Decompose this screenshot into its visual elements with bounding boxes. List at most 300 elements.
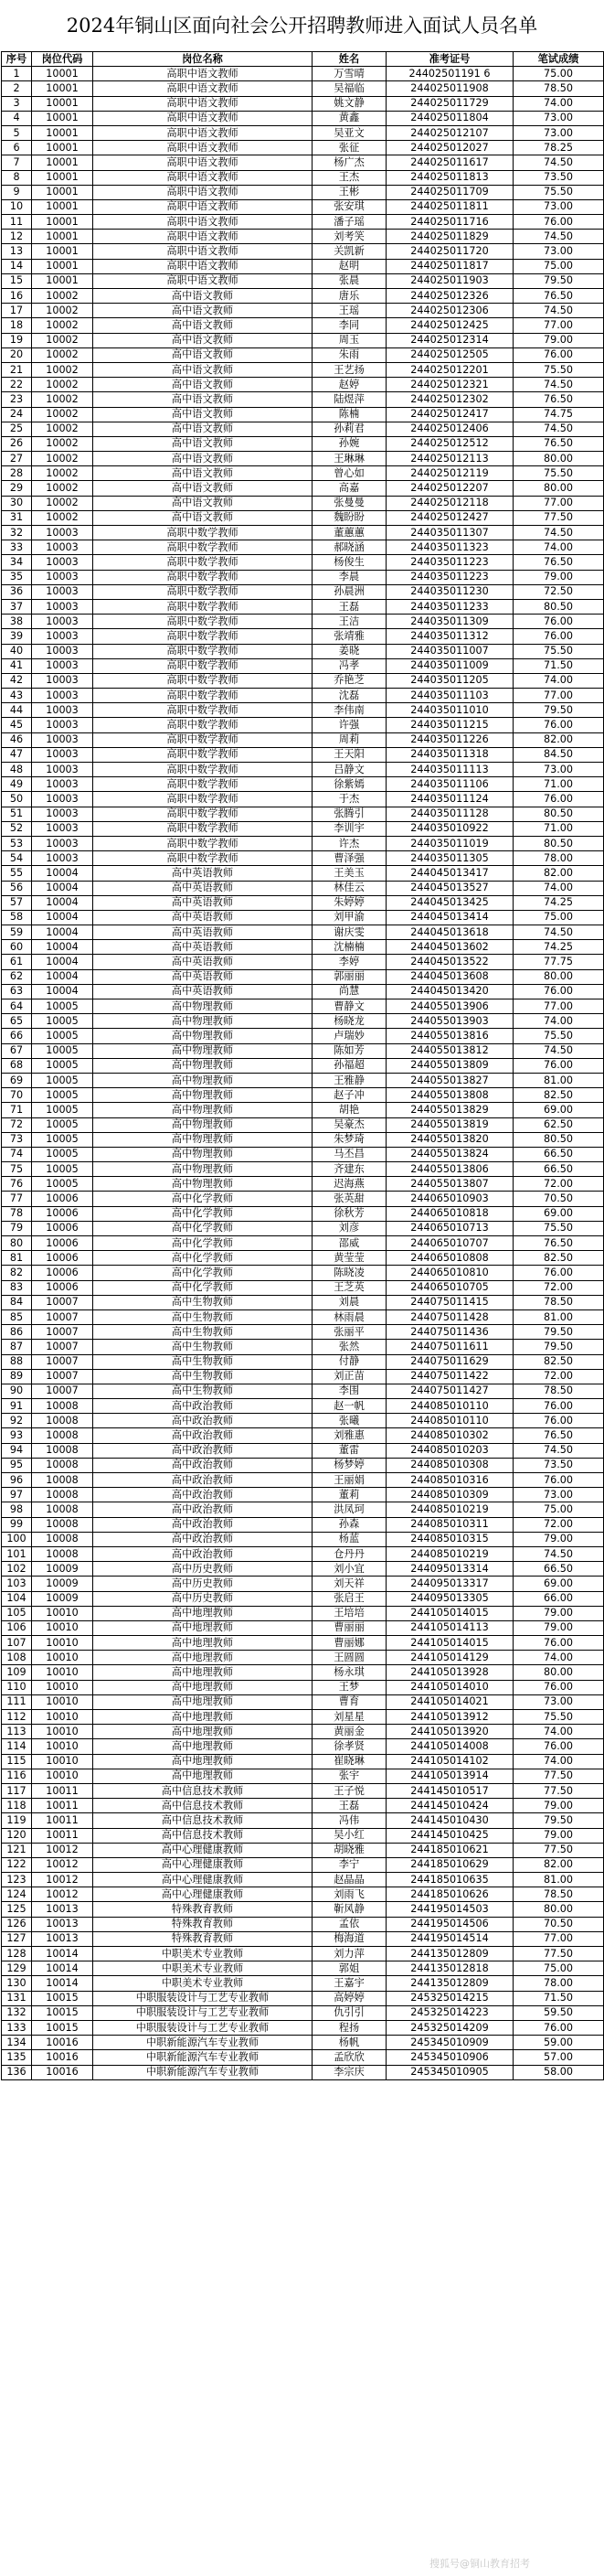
- table-row: [2, 2036, 604, 2050]
- header-cell-ticket-number: 准考证号: [387, 52, 514, 67]
- cell-ticket-number: 244065010713: [387, 1221, 514, 1235]
- cell-ticket-number: 244055013806: [387, 1162, 514, 1177]
- cell-ticket-number: 244055013903: [387, 1014, 514, 1029]
- cell-name: 王艺扬: [313, 362, 387, 377]
- table-row: [2, 777, 604, 792]
- table-row: [2, 1014, 604, 1029]
- cell-index: 6: [2, 141, 32, 155]
- cell-name: 曹丽娜: [313, 1636, 387, 1651]
- cell-name: 张腾引: [313, 807, 387, 821]
- cell-ticket-number: 244075011428: [387, 1309, 514, 1324]
- cell-written-score: 74.00: [514, 673, 604, 688]
- cell-name: 王琳琳: [313, 452, 387, 466]
- table-row: [2, 1887, 604, 1902]
- cell-name: 杨永琪: [313, 1665, 387, 1680]
- cell-written-score: 82.50: [514, 1088, 604, 1103]
- table-row: [2, 1976, 604, 1991]
- cell-written-score: 74.00: [514, 1014, 604, 1029]
- cell-position-code: 10007: [32, 1309, 93, 1324]
- cell-ticket-number: 244085010110: [387, 1399, 514, 1414]
- cell-written-score: 74.00: [514, 96, 604, 111]
- cell-name: 王磊: [313, 599, 387, 614]
- cell-written-score: 77.50: [514, 1947, 604, 1961]
- cell-index: 108: [2, 1651, 32, 1665]
- cell-position-code: 10003: [32, 599, 93, 614]
- cell-position-name: 高职中语文教师: [93, 185, 313, 199]
- cell-written-score: 76.00: [514, 1739, 604, 1754]
- cell-position-code: 10004: [32, 866, 93, 881]
- cell-name: 黄鑫: [313, 111, 387, 125]
- cell-index: 21: [2, 362, 32, 377]
- cell-position-name: 高中英语教师: [93, 895, 313, 910]
- cell-ticket-number: 245345010906: [387, 2050, 514, 2065]
- cell-written-score: 73.00: [514, 763, 604, 777]
- cell-ticket-number: 244145010424: [387, 1799, 514, 1813]
- cell-written-score: 75.00: [514, 1502, 604, 1517]
- cell-index: 113: [2, 1725, 32, 1739]
- cell-position-code: 10003: [32, 673, 93, 688]
- cell-ticket-number: 244085010219: [387, 1546, 514, 1561]
- cell-position-name: 高职中数学教师: [93, 629, 313, 644]
- cell-position-name: 高中化学教师: [93, 1236, 313, 1251]
- cell-position-name: 高中心理健康教师: [93, 1843, 313, 1857]
- cell-name: 王嘉宇: [313, 1976, 387, 1991]
- cell-position-code: 10006: [32, 1236, 93, 1251]
- cell-name: 仓丹丹: [313, 1546, 387, 1561]
- table-row: [2, 792, 604, 807]
- table-row: [2, 1739, 604, 1754]
- cell-ticket-number: 244105013928: [387, 1665, 514, 1680]
- cell-name: 李训宇: [313, 821, 387, 836]
- cell-index: 2: [2, 81, 32, 96]
- cell-ticket-number: 244045013414: [387, 910, 514, 925]
- cell-position-code: 10010: [32, 1725, 93, 1739]
- table-row: [2, 1206, 604, 1221]
- cell-written-score: 66.00: [514, 1591, 604, 1606]
- cell-position-name: 高中地理教师: [93, 1710, 313, 1725]
- table-row: [2, 1857, 604, 1872]
- cell-written-score: 78.50: [514, 1887, 604, 1902]
- cell-ticket-number: 244085010315: [387, 1532, 514, 1546]
- cell-name: 沈磊: [313, 689, 387, 703]
- cell-name: 杨蓝: [313, 1532, 387, 1546]
- cell-name: 董莉: [313, 1488, 387, 1502]
- cell-index: 75: [2, 1162, 32, 1177]
- cell-ticket-number: 244025011817: [387, 259, 514, 273]
- cell-written-score: 75.50: [514, 1710, 604, 1725]
- cell-index: 50: [2, 792, 32, 807]
- cell-position-code: 10009: [32, 1591, 93, 1606]
- table-row: [2, 910, 604, 925]
- cell-ticket-number: 244055013812: [387, 1043, 514, 1058]
- cell-position-code: 10006: [32, 1192, 93, 1206]
- cell-position-name: 高中英语教师: [93, 910, 313, 925]
- document-title: 2024年铜山区面向社会公开招聘教师进入面试人员名单: [66, 15, 538, 37]
- cell-position-code: 10003: [32, 718, 93, 732]
- cell-name: 徐紫嫣: [313, 777, 387, 792]
- cell-position-name: 高中信息技术教师: [93, 1813, 313, 1828]
- cell-position-code: 10003: [32, 570, 93, 584]
- cell-written-score: 82.00: [514, 1857, 604, 1872]
- cell-written-score: 84.50: [514, 747, 604, 762]
- cell-written-score: 80.50: [514, 836, 604, 850]
- table-row: [2, 866, 604, 881]
- cell-index: 121: [2, 1843, 32, 1857]
- cell-ticket-number: 244055013819: [387, 1117, 514, 1132]
- cell-ticket-number: 244105014102: [387, 1754, 514, 1769]
- cell-name: 孟欣欣: [313, 2050, 387, 2065]
- cell-position-code: 10013: [32, 1917, 93, 1931]
- cell-position-code: 10005: [32, 999, 93, 1014]
- cell-position-name: 中职美术专业教师: [93, 1947, 313, 1961]
- cell-index: 8: [2, 170, 32, 185]
- cell-index: 98: [2, 1502, 32, 1517]
- cell-position-code: 10004: [32, 955, 93, 969]
- cell-position-code: 10007: [32, 1384, 93, 1398]
- cell-position-name: 高中信息技术教师: [93, 1799, 313, 1813]
- cell-index: 68: [2, 1058, 32, 1073]
- cell-index: 119: [2, 1813, 32, 1828]
- cell-position-code: 10011: [32, 1783, 93, 1798]
- cell-name: 刘星星: [313, 1710, 387, 1725]
- table-row: [2, 422, 604, 436]
- cell-ticket-number: 245325014209: [387, 2020, 514, 2035]
- cell-position-name: 高中生物教师: [93, 1354, 313, 1369]
- cell-position-code: 10003: [32, 644, 93, 658]
- cell-index: 97: [2, 1488, 32, 1502]
- cell-ticket-number: 244025011813: [387, 170, 514, 185]
- cell-position-name: 高中英语教师: [93, 925, 313, 940]
- cell-position-name: 高中地理教师: [93, 1606, 313, 1620]
- cell-name: 崔晓琳: [313, 1754, 387, 1769]
- cell-ticket-number: 244195014514: [387, 1931, 514, 1946]
- cell-position-code: 10008: [32, 1546, 93, 1561]
- cell-ticket-number: 244105014129: [387, 1651, 514, 1665]
- cell-position-code: 10002: [32, 452, 93, 466]
- cell-index: 88: [2, 1354, 32, 1369]
- cell-written-score: 79.00: [514, 1799, 604, 1813]
- cell-ticket-number: 244075011611: [387, 1340, 514, 1354]
- cell-index: 7: [2, 155, 32, 170]
- cell-written-score: 73.00: [514, 1694, 604, 1709]
- cell-index: 4: [2, 111, 32, 125]
- cell-ticket-number: 244035011103: [387, 689, 514, 703]
- cell-position-name: 高职中数学教师: [93, 658, 313, 673]
- cell-ticket-number: 244105013920: [387, 1725, 514, 1739]
- cell-position-name: 高职中数学教师: [93, 570, 313, 584]
- cell-position-name: 高中英语教师: [93, 881, 313, 895]
- cell-index: 134: [2, 2036, 32, 2050]
- cell-index: 19: [2, 333, 32, 347]
- cell-position-name: 高中地理教师: [93, 1694, 313, 1709]
- table-row: [2, 1354, 604, 1369]
- table-row: [2, 689, 604, 703]
- cell-written-score: 77.50: [514, 1783, 604, 1798]
- header-cell-position-code: 岗位代码: [32, 52, 93, 67]
- cell-name: 王芝英: [313, 1280, 387, 1295]
- cell-written-score: 75.00: [514, 1961, 604, 1976]
- cell-position-code: 10016: [32, 2065, 93, 2079]
- cell-position-code: 10002: [32, 304, 93, 318]
- table-row: [2, 1783, 604, 1798]
- cell-position-name: 中职服装设计与工艺专业教师: [93, 2020, 313, 2035]
- table-row: [2, 1043, 604, 1058]
- cell-written-score: 72.00: [514, 1280, 604, 1295]
- table-row: [2, 1266, 604, 1280]
- cell-position-code: 10005: [32, 1058, 93, 1073]
- cell-position-code: 10004: [32, 881, 93, 895]
- cell-position-name: 高职中数学教师: [93, 673, 313, 688]
- table-row: [2, 1931, 604, 1946]
- table-row: [2, 1473, 604, 1488]
- cell-index: 73: [2, 1132, 32, 1147]
- cell-name: 张征: [313, 141, 387, 155]
- cell-ticket-number: 244105014021: [387, 1694, 514, 1709]
- cell-position-name: 高中物理教师: [93, 1073, 313, 1087]
- cell-ticket-number: 244035011215: [387, 718, 514, 732]
- cell-index: 48: [2, 763, 32, 777]
- cell-index: 116: [2, 1769, 32, 1783]
- cell-ticket-number: 244025012306: [387, 304, 514, 318]
- cell-written-score: 74.50: [514, 378, 604, 392]
- cell-index: 32: [2, 526, 32, 540]
- cell-name: 刘雅惠: [313, 1428, 387, 1443]
- table-row: [2, 644, 604, 658]
- cell-position-name: 高中地理教师: [93, 1680, 313, 1694]
- cell-position-code: 10004: [32, 910, 93, 925]
- cell-name: 王丽娟: [313, 1473, 387, 1488]
- cell-ticket-number: 244025012427: [387, 510, 514, 525]
- cell-index: 110: [2, 1680, 32, 1694]
- table-row: [2, 1843, 604, 1857]
- table-row: [2, 141, 604, 155]
- cell-ticket-number: 244025012321: [387, 378, 514, 392]
- cell-written-score: 76.50: [514, 555, 604, 570]
- table-row: [2, 2050, 604, 2065]
- cell-written-score: 82.50: [514, 1251, 604, 1266]
- cell-index: 52: [2, 821, 32, 836]
- cell-position-name: 高职中数学教师: [93, 644, 313, 658]
- cell-name: 杨晓龙: [313, 1014, 387, 1029]
- cell-index: 129: [2, 1961, 32, 1976]
- cell-written-score: 74.00: [514, 540, 604, 555]
- cell-index: 74: [2, 1147, 32, 1161]
- table-row: [2, 1177, 604, 1192]
- cell-position-name: 高中语文教师: [93, 304, 313, 318]
- cell-name: 王洁: [313, 615, 387, 629]
- cell-position-code: 10003: [32, 689, 93, 703]
- cell-ticket-number: 244025012505: [387, 347, 514, 362]
- cell-index: 83: [2, 1280, 32, 1295]
- table-row: [2, 1384, 604, 1398]
- cell-written-score: 82.00: [514, 866, 604, 881]
- cell-name: 刘考笑: [313, 230, 387, 244]
- cell-ticket-number: 244025012107: [387, 125, 514, 140]
- cell-position-name: 高职中语文教师: [93, 230, 313, 244]
- table-row: [2, 362, 604, 377]
- cell-written-score: 66.50: [514, 1147, 604, 1161]
- table-row: [2, 1517, 604, 1532]
- cell-position-name: 高中物理教师: [93, 1147, 313, 1161]
- cell-ticket-number: 244035011113: [387, 763, 514, 777]
- cell-written-score: 72.00: [514, 1177, 604, 1192]
- cell-index: 90: [2, 1384, 32, 1398]
- cell-position-code: 10001: [32, 67, 93, 81]
- table-row: [2, 1029, 604, 1043]
- table-row: [2, 703, 604, 718]
- cell-index: 71: [2, 1103, 32, 1117]
- cell-written-score: 76.00: [514, 1636, 604, 1651]
- cell-index: 38: [2, 615, 32, 629]
- cell-written-score: 77.00: [514, 689, 604, 703]
- table-row: [2, 984, 604, 999]
- cell-position-code: 10004: [32, 895, 93, 910]
- cell-name: 徐秋芳: [313, 1206, 387, 1221]
- header-row: [2, 52, 604, 67]
- cell-index: 123: [2, 1873, 32, 1887]
- cell-ticket-number: 244145010425: [387, 1828, 514, 1843]
- cell-written-score: 71.00: [514, 821, 604, 836]
- cell-written-score: 75.50: [514, 466, 604, 481]
- cell-name: 吴小红: [313, 1828, 387, 1843]
- table-row: [2, 1117, 604, 1132]
- cell-written-score: 79.00: [514, 1620, 604, 1635]
- cell-index: 27: [2, 452, 32, 466]
- cell-name: 张晨: [313, 273, 387, 288]
- table-row: [2, 1636, 604, 1651]
- cell-name: 杨帆: [313, 2036, 387, 2050]
- cell-written-score: 75.50: [514, 1221, 604, 1235]
- cell-position-code: 10011: [32, 1799, 93, 1813]
- cell-name: 刘甲渝: [313, 910, 387, 925]
- cell-index: 109: [2, 1665, 32, 1680]
- cell-ticket-number: 244035011009: [387, 658, 514, 673]
- cell-position-name: 高中语文教师: [93, 481, 313, 496]
- cell-position-name: 高中语文教师: [93, 407, 313, 422]
- cell-position-code: 10008: [32, 1502, 93, 1517]
- cell-ticket-number: 244025011804: [387, 111, 514, 125]
- cell-name: 张丽平: [313, 1325, 387, 1340]
- cell-position-name: 高中语文教师: [93, 347, 313, 362]
- table-row: [2, 1073, 604, 1087]
- cell-written-score: 80.00: [514, 481, 604, 496]
- cell-position-code: 10010: [32, 1636, 93, 1651]
- cell-name: 吕静文: [313, 763, 387, 777]
- cell-written-score: 72.00: [514, 1369, 604, 1384]
- cell-position-code: 10005: [32, 1073, 93, 1087]
- cell-name: 陆煜萍: [313, 392, 387, 407]
- cell-position-code: 10006: [32, 1251, 93, 1266]
- cell-name: 林佳云: [313, 881, 387, 895]
- cell-index: 85: [2, 1309, 32, 1324]
- cell-position-code: 10015: [32, 2005, 93, 2020]
- cell-index: 66: [2, 1029, 32, 1043]
- cell-index: 84: [2, 1295, 32, 1309]
- cell-ticket-number: 244045013425: [387, 895, 514, 910]
- table-row: [2, 1428, 604, 1443]
- cell-index: 63: [2, 984, 32, 999]
- cell-index: 61: [2, 955, 32, 969]
- cell-index: 106: [2, 1620, 32, 1635]
- cell-ticket-number: 244035010922: [387, 821, 514, 836]
- cell-name: 陈如芳: [313, 1043, 387, 1058]
- cell-position-name: 特殊教育教师: [93, 1902, 313, 1917]
- cell-written-score: 74.50: [514, 230, 604, 244]
- cell-position-name: 高职中数学教师: [93, 777, 313, 792]
- cell-index: 80: [2, 1236, 32, 1251]
- cell-name: 曹育: [313, 1694, 387, 1709]
- cell-position-code: 10004: [32, 969, 93, 984]
- cell-index: 82: [2, 1266, 32, 1280]
- cell-ticket-number: 244035011019: [387, 836, 514, 850]
- cell-index: 117: [2, 1783, 32, 1798]
- cell-written-score: 75.50: [514, 1029, 604, 1043]
- cell-position-name: 高中语文教师: [93, 333, 313, 347]
- table-row: [2, 1502, 604, 1517]
- cell-position-code: 10001: [32, 141, 93, 155]
- cell-position-name: 高中英语教师: [93, 969, 313, 984]
- cell-position-name: 高职中语文教师: [93, 96, 313, 111]
- table-row: [2, 821, 604, 836]
- cell-name: 朱雨: [313, 347, 387, 362]
- cell-index: 56: [2, 881, 32, 895]
- cell-ticket-number: 244135012809: [387, 1976, 514, 1991]
- cell-written-score: 79.50: [514, 1325, 604, 1340]
- cell-position-code: 10005: [32, 1177, 93, 1192]
- cell-name: 张启王: [313, 1591, 387, 1606]
- table-row: [2, 496, 604, 510]
- table-row: [2, 1340, 604, 1354]
- cell-index: 132: [2, 2005, 32, 2020]
- cell-index: 70: [2, 1088, 32, 1103]
- table-row: [2, 318, 604, 333]
- cell-position-name: 高职中数学教师: [93, 555, 313, 570]
- table-row: [2, 333, 604, 347]
- table-row: [2, 718, 604, 732]
- cell-name: 马丕昌: [313, 1147, 387, 1161]
- cell-ticket-number: 244025011716: [387, 215, 514, 230]
- table-row: [2, 895, 604, 910]
- cell-written-score: 74.50: [514, 925, 604, 940]
- cell-index: 29: [2, 481, 32, 496]
- cell-ticket-number: 244085010110: [387, 1414, 514, 1428]
- cell-ticket-number: 244035011230: [387, 584, 514, 599]
- cell-name: 沈楠楠: [313, 940, 387, 955]
- cell-name: 朱梦琦: [313, 1132, 387, 1147]
- cell-ticket-number: 244085010308: [387, 1458, 514, 1472]
- table-row: [2, 1577, 604, 1591]
- cell-position-name: 特殊教育教师: [93, 1917, 313, 1931]
- cell-position-name: 中职新能源汽车专业教师: [93, 2050, 313, 2065]
- cell-position-code: 10006: [32, 1266, 93, 1280]
- cell-name: 董蕙蕙: [313, 526, 387, 540]
- header-cell-index: 序号: [2, 52, 32, 67]
- cell-index: 39: [2, 629, 32, 644]
- cell-position-code: 10002: [32, 407, 93, 422]
- cell-ticket-number: 244045013618: [387, 925, 514, 940]
- cell-written-score: 79.00: [514, 333, 604, 347]
- cell-ticket-number: 244035011223: [387, 570, 514, 584]
- header-cell-written-score: 笔试成绩: [514, 52, 604, 67]
- cell-position-name: 高中语文教师: [93, 466, 313, 481]
- cell-ticket-number: 244055013808: [387, 1088, 514, 1103]
- cell-position-code: 10010: [32, 1754, 93, 1769]
- cell-position-code: 10002: [32, 289, 93, 304]
- cell-written-score: 76.00: [514, 1473, 604, 1488]
- cell-written-score: 69.00: [514, 1103, 604, 1117]
- cell-ticket-number: 244025012417: [387, 407, 514, 422]
- cell-index: 93: [2, 1428, 32, 1443]
